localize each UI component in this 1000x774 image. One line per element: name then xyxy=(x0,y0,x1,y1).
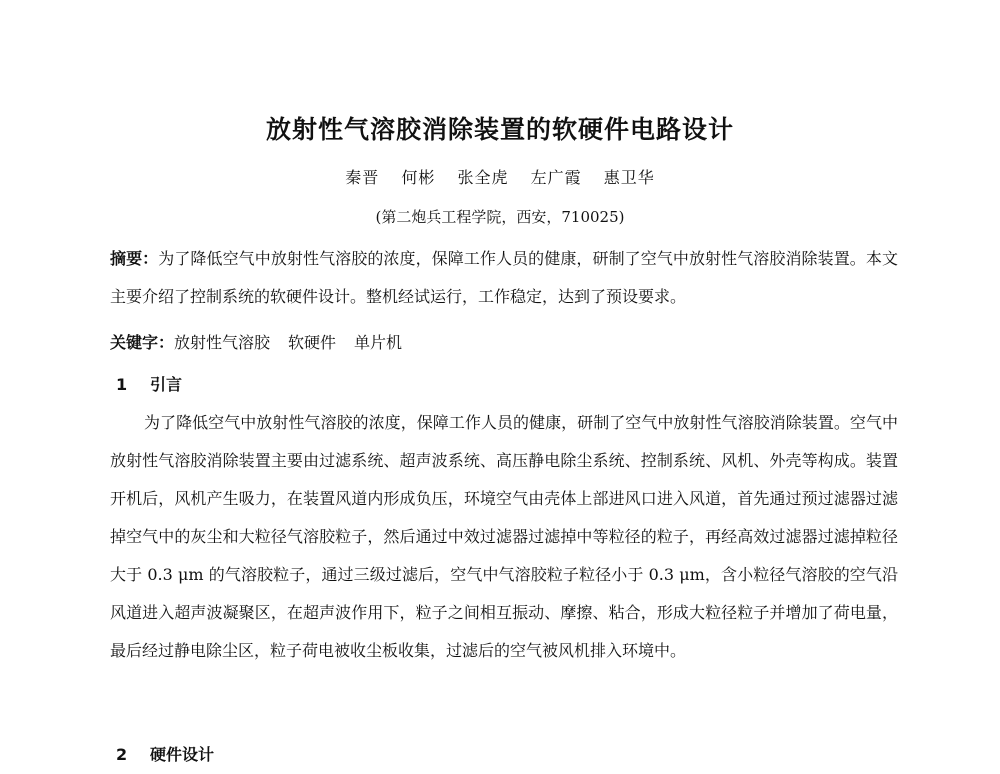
section-heading-introduction xyxy=(110,366,898,404)
abstract-text: 为了降低空气中放射性气溶胶的浓度，保障工作人员的健康，研制了空气中放射性气溶胶消除装置。本文主要介绍了控制系统的软硬件设计。整机经试运行，工作稳定，达到了预设要求。 xyxy=(110,249,898,306)
keyword: 软硬件 xyxy=(288,333,337,352)
author-name: 何彬 xyxy=(401,168,436,187)
section-number: 1 xyxy=(116,375,128,394)
keyword: 单片机 xyxy=(354,333,403,352)
section-title: 硬件设计 xyxy=(150,745,215,764)
author-name: 张全虎 xyxy=(457,168,509,187)
keyword: 放射性气溶胶 xyxy=(174,333,271,352)
author-list xyxy=(0,165,1000,188)
author-name: 秦晋 xyxy=(345,168,380,187)
keywords xyxy=(110,324,898,362)
author-name: 左广霞 xyxy=(530,168,582,187)
paper-title: 放射性气溶胶消除装置的软硬件电路设计 xyxy=(265,115,734,144)
abstract-label: 摘要： xyxy=(110,249,159,268)
introduction-paragraph: 为了降低空气中放射性气溶胶的浓度，保障工作人员的健康，研制了空气中放射性气溶胶消除装置。空气中放射性气溶胶消除装置主要由过滤系统、超声波系统、高压静电除尘系统、控制系统、风机、外壳等构成。装置开机后，风机产生吸力，在装置风道内形成负压，环境空气由壳体上部进风口进入风道，首先通过预过滤器过滤掉空气中的灰尘和大粒径气溶胶粒子，然后通过中效过滤器过滤掉中等粒径的粒子，再经高效过滤器过滤掉粒径大于 0.3 μm 的气溶胶粒子，通过三级过滤后，空气中气溶胶粒子粒径小于 0.3 μm，含小粒径气溶胶的空气沿风道进入超声波凝聚区，在超声波作用下，粒子之间相互振动、摩擦、粘合，形成大粒径粒子并增加了荷电量，最后经过静电除尘区，粒子荷电被收尘板收集，过滤后的空气被风机排入环境中。 xyxy=(110,413,898,660)
author-name: 惠卫华 xyxy=(603,168,655,187)
affiliation: (第二炮兵工程学院，西安，710025) xyxy=(375,208,625,226)
section-number: 2 xyxy=(116,745,128,764)
keywords-label: 关键字： xyxy=(110,333,175,352)
abstract xyxy=(110,240,898,316)
section-heading-hardware-design xyxy=(110,736,898,774)
section-title: 引言 xyxy=(150,375,183,394)
